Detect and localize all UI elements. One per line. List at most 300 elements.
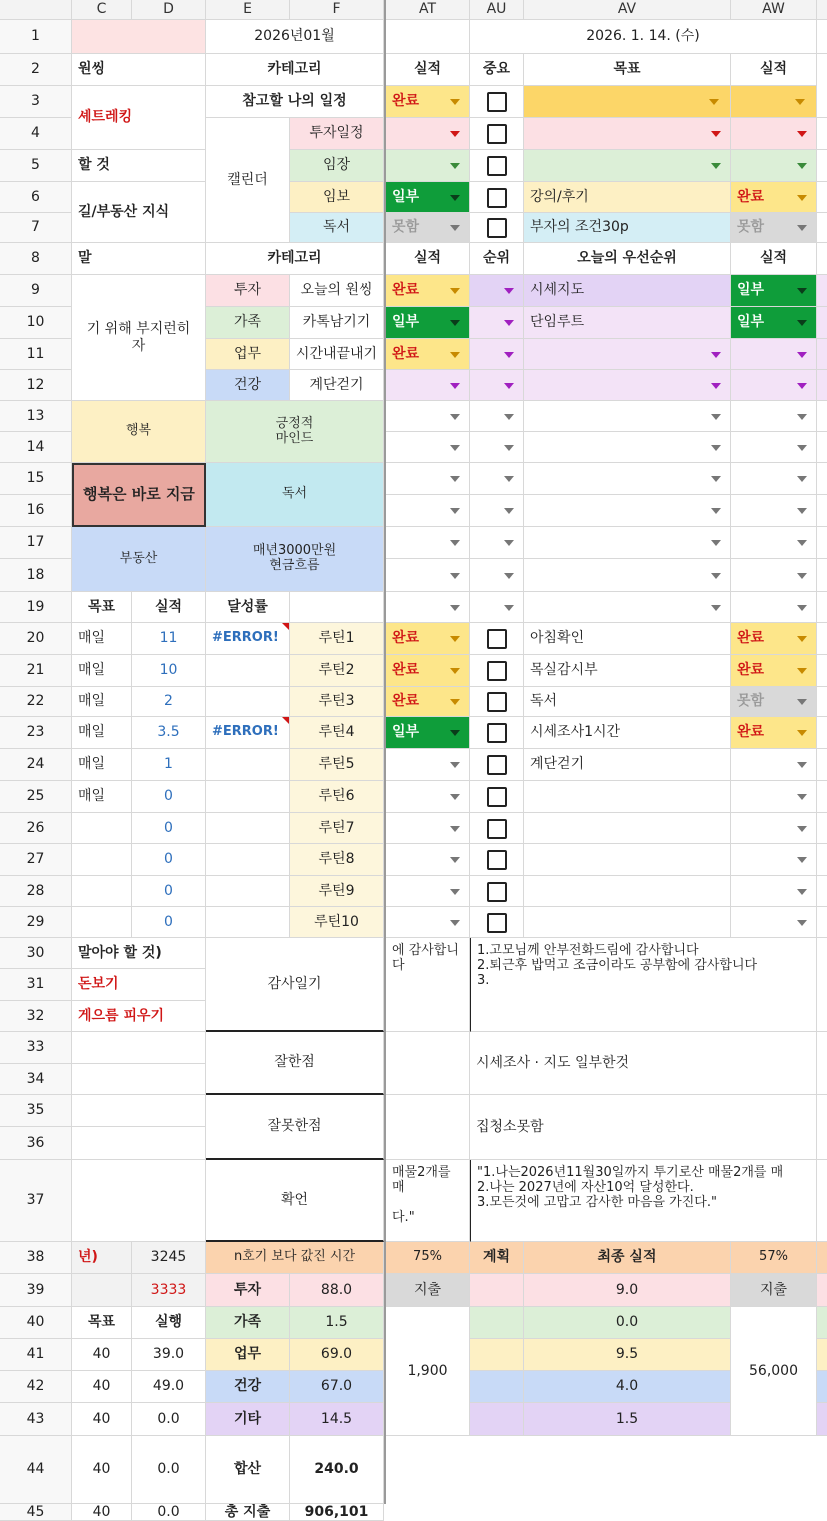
- row-header[interactable]: 38: [0, 1242, 72, 1274]
- row-header[interactable]: 23: [0, 717, 72, 749]
- cell-ax[interactable]: [817, 813, 827, 844]
- chevron-down-icon[interactable]: [709, 99, 719, 105]
- dropdown-cell[interactable]: [524, 370, 731, 401]
- row-header[interactable]: 15: [0, 463, 72, 495]
- chevron-down-icon[interactable]: [450, 668, 460, 674]
- chevron-down-icon[interactable]: [450, 445, 460, 451]
- good-label[interactable]: 잘한점: [206, 1032, 384, 1095]
- cell-ax[interactable]: [817, 401, 827, 432]
- status-dropdown-r11[interactable]: 완료: [386, 339, 470, 370]
- dropdown-cell[interactable]: [470, 463, 524, 495]
- status-dropdown-r7[interactable]: 못함: [386, 213, 470, 243]
- row-header[interactable]: 35: [0, 1095, 72, 1127]
- chevron-down-icon[interactable]: [450, 320, 460, 326]
- gratitude-text[interactable]: 1.고모님께 안부전화드림에 감사합니다 2.퇴근후 밥먹고 조금이라도 공부함에 감사합니다 3.: [470, 938, 817, 1032]
- chevron-down-icon[interactable]: [504, 476, 514, 482]
- status-dropdown-r9[interactable]: 완료: [386, 275, 470, 307]
- priority-r10[interactable]: 단임루트: [524, 307, 731, 339]
- routine-name[interactable]: 루틴5: [290, 749, 384, 781]
- chevron-down-icon[interactable]: [504, 605, 514, 611]
- status-dropdown-aw6[interactable]: 완료: [731, 182, 817, 213]
- time-end-item[interactable]: 시간내끝내기: [290, 339, 384, 370]
- chevron-down-icon[interactable]: [711, 476, 721, 482]
- vision-positive[interactable]: 긍정적 마인드: [206, 401, 384, 463]
- dropdown-cell[interactable]: [524, 150, 731, 182]
- spend-value[interactable]: 14.5: [290, 1403, 384, 1436]
- chevron-down-icon[interactable]: [797, 476, 807, 482]
- goal-dropdown-r3[interactable]: [524, 86, 731, 118]
- cell-ax[interactable]: [817, 687, 827, 717]
- cell-ax[interactable]: [817, 527, 827, 559]
- dont-item-2[interactable]: 게으름 피우기: [72, 1001, 206, 1032]
- row-header[interactable]: 14: [0, 432, 72, 463]
- row-header[interactable]: 30: [0, 938, 72, 969]
- checkbox[interactable]: [487, 755, 507, 775]
- imbo-label[interactable]: 임보: [290, 182, 384, 213]
- cell-ax[interactable]: [817, 1032, 827, 1095]
- routine-rate[interactable]: [206, 813, 290, 844]
- cell-ax[interactable]: [817, 243, 827, 275]
- row-header[interactable]: 1: [0, 20, 72, 54]
- result-header[interactable]: 실적: [386, 243, 470, 275]
- chevron-down-icon[interactable]: [450, 540, 460, 546]
- dropdown-cell[interactable]: [524, 592, 731, 623]
- cell-ax[interactable]: [817, 213, 827, 243]
- routine-count[interactable]: 10: [132, 655, 206, 687]
- chevron-down-icon[interactable]: [450, 476, 460, 482]
- summary-c38[interactable]: 년): [72, 1242, 132, 1274]
- invest-schedule-label[interactable]: 투자일정: [290, 118, 384, 150]
- cell-ax[interactable]: [817, 717, 827, 749]
- spend-category[interactable]: 가족: [206, 1307, 290, 1339]
- row-header[interactable]: 5: [0, 150, 72, 182]
- routine-name[interactable]: 루틴7: [290, 813, 384, 844]
- chevron-down-icon[interactable]: [450, 195, 460, 201]
- routine-rate[interactable]: [206, 876, 290, 907]
- cell-ax[interactable]: [817, 1242, 827, 1274]
- row-header[interactable]: 7: [0, 213, 72, 243]
- spend-total-at[interactable]: 1,900: [386, 1307, 470, 1436]
- imjang-label[interactable]: 임장: [290, 150, 384, 182]
- one-thing-header[interactable]: 원씽: [72, 54, 206, 86]
- routine-status[interactable]: 일부: [386, 717, 470, 749]
- result-header[interactable]: 실적: [386, 54, 470, 86]
- routine-frequency[interactable]: [72, 876, 132, 907]
- cell-ax[interactable]: [817, 559, 827, 592]
- cell-c39[interactable]: [72, 1274, 132, 1307]
- spend-category[interactable]: 투자: [206, 1274, 290, 1307]
- chevron-down-icon[interactable]: [797, 794, 807, 800]
- chevron-down-icon[interactable]: [504, 320, 514, 326]
- cell-ax[interactable]: [817, 592, 827, 623]
- routine-count[interactable]: 0: [132, 844, 206, 876]
- cell-ax[interactable]: [817, 655, 827, 687]
- dropdown-cell[interactable]: [470, 559, 524, 592]
- row-header[interactable]: 44: [0, 1436, 72, 1504]
- dropdown-cell[interactable]: [470, 275, 524, 307]
- cell-at[interactable]: [386, 1095, 470, 1160]
- gratitude-label[interactable]: 감사일기: [206, 938, 384, 1032]
- goal-header[interactable]: 목표: [524, 54, 731, 86]
- chevron-down-icon[interactable]: [450, 889, 460, 895]
- goal-r7[interactable]: 부자의 조건30p: [524, 213, 731, 243]
- chevron-down-icon[interactable]: [797, 636, 807, 642]
- dropdown-cell[interactable]: [470, 370, 524, 401]
- chevron-down-icon[interactable]: [450, 352, 460, 358]
- routine-name[interactable]: 루틴10: [290, 907, 384, 938]
- ref-schedule-label[interactable]: 참고할 나의 일정: [206, 86, 384, 118]
- routine-rate[interactable]: [206, 687, 290, 717]
- row-header[interactable]: 31: [0, 969, 72, 1001]
- chevron-down-icon[interactable]: [711, 605, 721, 611]
- row-header[interactable]: 32: [0, 1001, 72, 1032]
- routine-name[interactable]: 루틴2: [290, 655, 384, 687]
- routine-task[interactable]: [524, 781, 731, 813]
- cell-ax[interactable]: [817, 307, 827, 339]
- checkbox[interactable]: [487, 661, 507, 681]
- column-header-f[interactable]: F: [290, 0, 384, 20]
- routine-count[interactable]: 3.5: [132, 717, 206, 749]
- status-dropdown-aw9[interactable]: 일부: [731, 275, 817, 307]
- row-header[interactable]: 18: [0, 559, 72, 592]
- chevron-down-icon[interactable]: [450, 605, 460, 611]
- routine-frequency[interactable]: 매일: [72, 749, 132, 781]
- row-header[interactable]: 42: [0, 1371, 72, 1403]
- percent-at[interactable]: 75%: [386, 1242, 470, 1274]
- row-header[interactable]: 25: [0, 781, 72, 813]
- row-header[interactable]: 43: [0, 1403, 72, 1436]
- chevron-down-icon[interactable]: [797, 288, 807, 294]
- act-value[interactable]: 39.0: [132, 1339, 206, 1371]
- blank-cell[interactable]: [72, 1127, 206, 1160]
- row-header[interactable]: 34: [0, 1064, 72, 1095]
- chevron-down-icon[interactable]: [711, 163, 721, 169]
- dropdown-cell[interactable]: [470, 432, 524, 463]
- cell-ax[interactable]: [817, 1274, 827, 1307]
- one-thing-item[interactable]: 오늘의 원씽: [290, 275, 384, 307]
- cell-at1[interactable]: [386, 20, 470, 54]
- row-header[interactable]: 6: [0, 182, 72, 213]
- cell-ax[interactable]: [817, 907, 827, 938]
- routine-rate[interactable]: [206, 844, 290, 876]
- chevron-down-icon[interactable]: [450, 225, 460, 231]
- status-dropdown-r10[interactable]: 일부: [386, 307, 470, 339]
- routine-status[interactable]: 완료: [386, 687, 470, 717]
- goal-value[interactable]: 40: [72, 1504, 132, 1521]
- routine-task[interactable]: 시세조사1시간: [524, 717, 731, 749]
- chevron-down-icon[interactable]: [450, 163, 460, 169]
- cell-ax[interactable]: [817, 1339, 827, 1371]
- checkbox[interactable]: [487, 188, 507, 208]
- chevron-down-icon[interactable]: [450, 99, 460, 105]
- result-header[interactable]: 실적: [731, 243, 817, 275]
- cell-ax[interactable]: [817, 150, 827, 182]
- checkbox[interactable]: [487, 124, 507, 144]
- goal-text-c5[interactable]: 할 것: [72, 150, 206, 182]
- spend-header-aw[interactable]: 지출: [731, 1274, 817, 1307]
- act-col-header[interactable]: 실행: [132, 1307, 206, 1339]
- chevron-down-icon[interactable]: [711, 352, 721, 358]
- routine-count[interactable]: 1: [132, 749, 206, 781]
- chevron-down-icon[interactable]: [797, 163, 807, 169]
- chevron-down-icon[interactable]: [504, 352, 514, 358]
- cell-ax[interactable]: [817, 781, 827, 813]
- act-value[interactable]: 0.0: [132, 1403, 206, 1436]
- act-value[interactable]: 0.0: [132, 1436, 206, 1504]
- routine-frequency[interactable]: 매일: [72, 717, 132, 749]
- chevron-down-icon[interactable]: [711, 573, 721, 579]
- chevron-down-icon[interactable]: [711, 508, 721, 514]
- gratitude-prev[interactable]: 에 감사합니다: [386, 938, 470, 1032]
- chevron-down-icon[interactable]: [450, 857, 460, 863]
- chevron-down-icon[interactable]: [504, 540, 514, 546]
- checkbox[interactable]: [487, 218, 507, 238]
- routine-name[interactable]: 루틴8: [290, 844, 384, 876]
- chevron-down-icon[interactable]: [504, 445, 514, 451]
- checkbox[interactable]: [487, 629, 507, 649]
- chevron-down-icon[interactable]: [795, 99, 805, 105]
- chevron-down-icon[interactable]: [450, 636, 460, 642]
- checkbox[interactable]: [487, 156, 507, 176]
- row-header[interactable]: 17: [0, 527, 72, 559]
- checkbox[interactable]: [487, 913, 507, 933]
- dropdown-cell[interactable]: [524, 432, 731, 463]
- chevron-down-icon[interactable]: [504, 508, 514, 514]
- chevron-down-icon[interactable]: [450, 573, 460, 579]
- chevron-down-icon[interactable]: [450, 383, 460, 389]
- cell-ax[interactable]: [817, 463, 827, 495]
- vision-reading[interactable]: 독서: [206, 463, 384, 527]
- goal-value[interactable]: 40: [72, 1339, 132, 1371]
- row-header[interactable]: 27: [0, 844, 72, 876]
- checkbox[interactable]: [487, 819, 507, 839]
- routine-frequency[interactable]: [72, 907, 132, 938]
- rank-header[interactable]: 순위: [470, 243, 524, 275]
- kakao-item[interactable]: 카톡남기기: [290, 307, 384, 339]
- checkbox[interactable]: [487, 92, 507, 112]
- goal-value[interactable]: 40: [72, 1436, 132, 1504]
- chevron-down-icon[interactable]: [797, 195, 807, 201]
- column-header-av[interactable]: AV: [524, 0, 731, 20]
- chevron-down-icon[interactable]: [450, 699, 460, 705]
- column-header-aw[interactable]: AW: [731, 0, 817, 20]
- summary-d39[interactable]: 3333: [132, 1274, 206, 1307]
- row-header[interactable]: 13: [0, 401, 72, 432]
- final-value[interactable]: 9.0: [524, 1274, 731, 1307]
- cell-ax[interactable]: [817, 275, 827, 307]
- final-value[interactable]: 1.5: [524, 1403, 731, 1436]
- chevron-down-icon[interactable]: [450, 762, 460, 768]
- result-header[interactable]: 실적: [731, 54, 817, 86]
- routine-count[interactable]: 2: [132, 687, 206, 717]
- chevron-down-icon[interactable]: [797, 352, 807, 358]
- routine-status[interactable]: 완료: [386, 655, 470, 687]
- chevron-down-icon[interactable]: [450, 414, 460, 420]
- spend-total-aw[interactable]: 56,000: [731, 1307, 817, 1436]
- final-value[interactable]: 9.5: [524, 1339, 731, 1371]
- routine-result-header[interactable]: 실적: [132, 592, 206, 623]
- reading-label[interactable]: 독서: [290, 213, 384, 243]
- good-text[interactable]: 시세조사 · 지도 일부한것: [470, 1032, 817, 1095]
- mission-text[interactable]: 기 위해 부지런히 자: [72, 275, 206, 401]
- goal-text-c3[interactable]: 셰트레킹: [72, 86, 206, 150]
- blank-cell[interactable]: [72, 1064, 206, 1095]
- routine-result[interactable]: 완료: [731, 655, 817, 687]
- chevron-down-icon[interactable]: [711, 414, 721, 420]
- row-header[interactable]: 10: [0, 307, 72, 339]
- chevron-down-icon[interactable]: [797, 320, 807, 326]
- row-header[interactable]: 39: [0, 1274, 72, 1307]
- status-dropdown-r6[interactable]: 일부: [386, 182, 470, 213]
- bad-label[interactable]: 잘못한점: [206, 1095, 384, 1160]
- chevron-down-icon[interactable]: [450, 508, 460, 514]
- cat-family[interactable]: 가족: [206, 307, 290, 339]
- cell-au39[interactable]: [470, 1274, 524, 1307]
- importance-header[interactable]: 중요: [470, 54, 524, 86]
- chevron-down-icon[interactable]: [797, 445, 807, 451]
- row-header[interactable]: 4: [0, 118, 72, 150]
- dont-header[interactable]: 말아야 할 것): [72, 938, 206, 969]
- spend-value[interactable]: 1.5: [290, 1307, 384, 1339]
- row-header[interactable]: 19: [0, 592, 72, 623]
- chevron-down-icon[interactable]: [711, 445, 721, 451]
- routine-task[interactable]: 독서: [524, 687, 731, 717]
- chevron-down-icon[interactable]: [797, 131, 807, 137]
- affirm-text[interactable]: "1.나는2026년11월30일까지 투기로산 매물2개를 매 2.나는 2027년에 자산10억 달성한다. 3.모든것에 고맙고 감사한 마음을 가진다.": [470, 1160, 817, 1242]
- spend-value[interactable]: 69.0: [290, 1339, 384, 1371]
- row-header[interactable]: 40: [0, 1307, 72, 1339]
- chevron-down-icon[interactable]: [450, 730, 460, 736]
- chevron-down-icon[interactable]: [797, 414, 807, 420]
- chevron-down-icon[interactable]: [504, 383, 514, 389]
- chevron-down-icon[interactable]: [797, 762, 807, 768]
- final-header[interactable]: 최종 실적: [524, 1242, 731, 1274]
- checkbox[interactable]: [487, 692, 507, 712]
- routine-task[interactable]: [524, 907, 731, 938]
- row-header[interactable]: 24: [0, 749, 72, 781]
- routine-goal-header[interactable]: 목표: [72, 592, 132, 623]
- total-label[interactable]: 총 지출: [206, 1504, 290, 1521]
- row-header[interactable]: 21: [0, 655, 72, 687]
- month-cell[interactable]: 2026년01월: [206, 20, 384, 54]
- calendar-label[interactable]: 캘린더: [206, 118, 290, 243]
- cell-ax[interactable]: [817, 432, 827, 463]
- status-dropdown-aw7[interactable]: 못함: [731, 213, 817, 243]
- cell-c1[interactable]: [72, 20, 206, 54]
- cat-invest[interactable]: 투자: [206, 275, 290, 307]
- goal-value[interactable]: 40: [72, 1371, 132, 1403]
- row-header[interactable]: 36: [0, 1127, 72, 1160]
- row-header[interactable]: 41: [0, 1339, 72, 1371]
- dropdown-cell[interactable]: [470, 339, 524, 370]
- status-dropdown-aw10[interactable]: 일부: [731, 307, 817, 339]
- routine-task[interactable]: [524, 813, 731, 844]
- spend-category[interactable]: 건강: [206, 1371, 290, 1403]
- row-header[interactable]: 12: [0, 370, 72, 401]
- dropdown-cell[interactable]: [470, 592, 524, 623]
- time-label[interactable]: n호기 보다 값진 시간: [206, 1242, 384, 1274]
- cell-f19[interactable]: [290, 592, 384, 623]
- routine-rate[interactable]: #ERROR!: [206, 623, 290, 655]
- column-header-c[interactable]: C: [72, 0, 132, 20]
- dropdown-cell[interactable]: [524, 559, 731, 592]
- row-header[interactable]: 3: [0, 86, 72, 118]
- cell-ax[interactable]: [817, 749, 827, 781]
- routine-frequency[interactable]: 매일: [72, 781, 132, 813]
- cell-ax[interactable]: [817, 844, 827, 876]
- column-header-at[interactable]: AT: [386, 0, 470, 20]
- dropdown-cell[interactable]: [470, 307, 524, 339]
- priority-header[interactable]: 오늘의 우선순위: [524, 243, 731, 275]
- sum-label[interactable]: 합산: [206, 1436, 290, 1504]
- row-header[interactable]: 29: [0, 907, 72, 938]
- cell-ax[interactable]: [817, 20, 827, 54]
- dropdown-cell[interactable]: [524, 527, 731, 559]
- cat-work[interactable]: 업무: [206, 339, 290, 370]
- blank-cell[interactable]: [72, 1160, 206, 1242]
- chevron-down-icon[interactable]: [450, 131, 460, 137]
- checkbox[interactable]: [487, 850, 507, 870]
- routine-rate[interactable]: [206, 781, 290, 813]
- vision-happy-now[interactable]: 행복은 바로 지금: [72, 463, 206, 527]
- goal-col-header[interactable]: 목표: [72, 1307, 132, 1339]
- goal-text-c6[interactable]: 길/부동산 지식: [72, 182, 206, 243]
- routine-count[interactable]: 0: [132, 813, 206, 844]
- chevron-down-icon[interactable]: [797, 826, 807, 832]
- chevron-down-icon[interactable]: [797, 225, 807, 231]
- routine-rate[interactable]: [206, 749, 290, 781]
- routine-frequency[interactable]: [72, 844, 132, 876]
- routine-name[interactable]: 루틴3: [290, 687, 384, 717]
- routine-rate[interactable]: [206, 907, 290, 938]
- chevron-down-icon[interactable]: [797, 857, 807, 863]
- cell-ax[interactable]: [817, 938, 827, 1032]
- goal-r6[interactable]: 강의/후기: [524, 182, 731, 213]
- row-header[interactable]: 8: [0, 243, 72, 275]
- header-c8[interactable]: 말: [72, 243, 206, 275]
- checkbox[interactable]: [487, 882, 507, 902]
- dont-item-1[interactable]: 돈보기: [72, 969, 206, 1001]
- affirm-prev[interactable]: 매물2개를 매 다.": [386, 1160, 470, 1242]
- routine-task[interactable]: 목실감시부: [524, 655, 731, 687]
- row-header[interactable]: 28: [0, 876, 72, 907]
- percent-aw[interactable]: 57%: [731, 1242, 817, 1274]
- routine-frequency[interactable]: 매일: [72, 623, 132, 655]
- blank-cell[interactable]: [72, 1032, 206, 1064]
- checkbox[interactable]: [487, 723, 507, 743]
- cell-au[interactable]: [470, 1371, 524, 1403]
- column-header-d[interactable]: D: [132, 0, 206, 20]
- plan-header[interactable]: 계획: [470, 1242, 524, 1274]
- dropdown-cell[interactable]: [524, 339, 731, 370]
- chevron-down-icon[interactable]: [450, 794, 460, 800]
- chevron-down-icon[interactable]: [797, 605, 807, 611]
- row-header[interactable]: 9: [0, 275, 72, 307]
- chevron-down-icon[interactable]: [797, 508, 807, 514]
- routine-count[interactable]: 11: [132, 623, 206, 655]
- act-value[interactable]: 49.0: [132, 1371, 206, 1403]
- row-header[interactable]: 26: [0, 813, 72, 844]
- cell-ax[interactable]: [817, 495, 827, 527]
- chevron-down-icon[interactable]: [504, 414, 514, 420]
- cell-ax[interactable]: [817, 118, 827, 150]
- checkbox[interactable]: [487, 787, 507, 807]
- affirm-label[interactable]: 확언: [206, 1160, 384, 1242]
- dropdown-cell[interactable]: [470, 527, 524, 559]
- chevron-down-icon[interactable]: [711, 383, 721, 389]
- spend-header-at[interactable]: 지출: [386, 1274, 470, 1307]
- routine-rate[interactable]: [206, 655, 290, 687]
